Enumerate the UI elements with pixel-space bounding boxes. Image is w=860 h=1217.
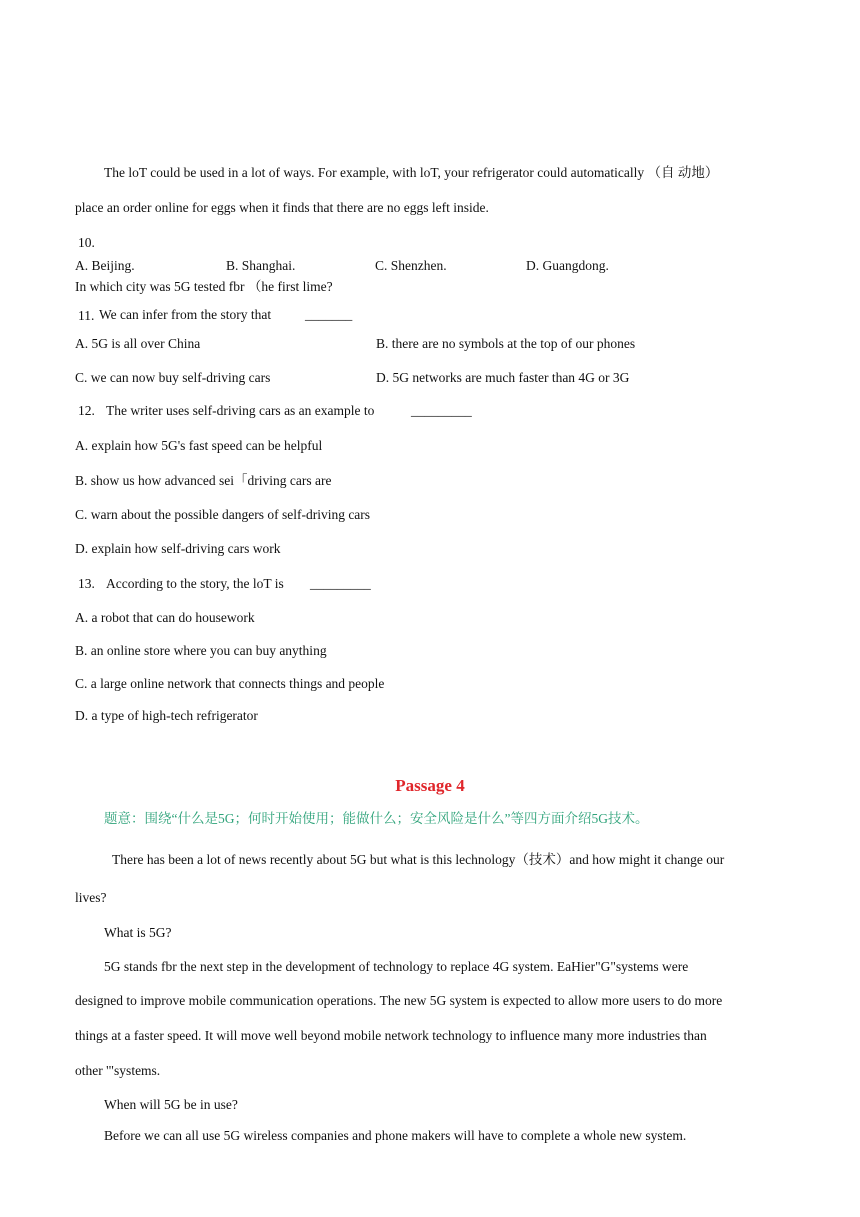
paragraph-line: lives? <box>75 890 107 905</box>
question-stem: According to the story, the loT is <box>106 576 284 591</box>
question-number: 12. <box>78 403 95 418</box>
option-c: C. we can now buy self-driving cars <box>75 370 271 385</box>
option-d: D. 5G networks are much faster than 4G or 3G <box>376 370 630 385</box>
paragraph-line: things at a faster speed. It will move well beyond mobile network technology to influence many more industries than <box>75 1028 707 1043</box>
option-b: B. an online store where you can buy anything <box>75 643 327 658</box>
option-a: A. explain how 5G's fast speed can be helpful <box>75 438 323 453</box>
paragraph-line: designed to improve mobile communication operations. The new 5G system is expected to allow more users to do more <box>75 993 723 1008</box>
option-a: A. a robot that can do housework <box>75 610 255 625</box>
option-b: B. show us how advanced sei「driving cars are <box>75 473 332 488</box>
option-b: B. Shanghai. <box>226 258 296 273</box>
option-c: C. Shenzhen. <box>375 258 447 273</box>
option-a: A. 5G is all over China <box>75 336 201 351</box>
intro-line-1: The loT could be used in a lot of ways. For example, with loT, your refrigerator could automatically （自 动地） <box>104 165 719 180</box>
paragraph-line: 5G stands fbr the next step in the development of technology to replace 4G system. EaHier"G"systems were <box>104 959 689 974</box>
answer-blank: _________ <box>411 403 472 418</box>
option-d: D. Guangdong. <box>526 258 609 273</box>
option-d: D. a type of high-tech refrigerator <box>75 708 258 723</box>
passage-note: 题意：围绕“什么是5G；何时开始使用；能做什么；安全风险是什么”等四方面介绍5G技术。 <box>104 811 649 826</box>
question-number: 13. <box>78 576 95 591</box>
option-a: A. Beijing. <box>75 258 135 273</box>
question-stem: We can infer from the story that <box>99 307 272 322</box>
question-stem: The writer uses self-driving cars as an example to <box>106 403 375 418</box>
answer-blank: _________ <box>310 576 371 591</box>
option-b: B. there are no symbols at the top of our phones <box>376 336 636 351</box>
option-c: C. a large online network that connects things and people <box>75 676 385 691</box>
option-c: C. warn about the possible dangers of self-driving cars <box>75 507 371 522</box>
intro-line-2: place an order online for eggs when it finds that there are no eggs left inside. <box>75 200 489 215</box>
question-number: 11. <box>78 308 95 323</box>
paragraph-line: Before we can all use 5G wireless companies and phone makers will have to complete a whole new system. <box>104 1128 687 1143</box>
passage-title: Passage 4 <box>395 776 465 795</box>
section-heading: When will 5G be in use? <box>104 1097 238 1112</box>
option-d: D. explain how self-driving cars work <box>75 541 281 556</box>
question-number: 10. <box>78 235 95 250</box>
answer-blank: _______ <box>305 307 353 322</box>
question-stem: In which city was 5G tested fbr （he first lime? <box>75 279 333 294</box>
section-heading: What is 5G? <box>104 925 172 940</box>
paragraph-line: other '"systems. <box>75 1063 161 1078</box>
paragraph-line: There has been a lot of news recently about 5G but what is this lechnology（技术）and how might it change our <box>112 852 725 867</box>
